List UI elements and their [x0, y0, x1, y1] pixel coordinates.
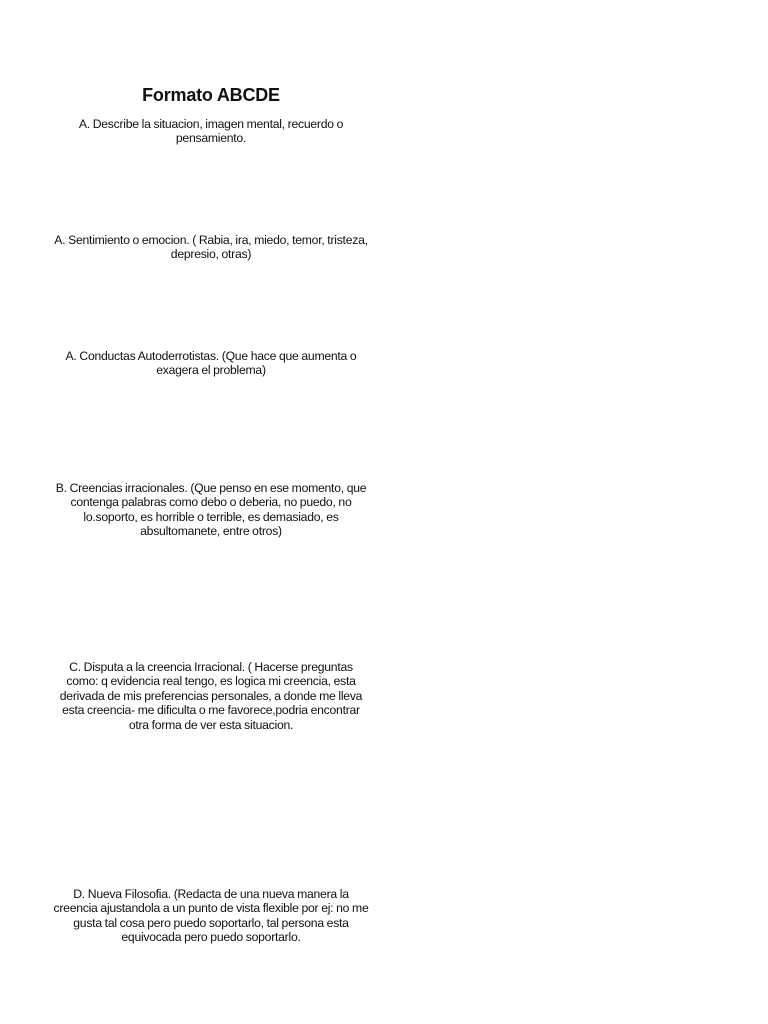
section-a-behaviors: A. Conductas Autoderrotistas. (Que hace que aumenta o exagera el problema) [65, 349, 357, 378]
section-a-emotion: A. Sentimiento o emocion. ( Rabia, ira, miedo, temor, tristeza, depresio, otras) [54, 233, 368, 262]
section-c-dispute: C. Disputa a la creencia Irracional. ( Hacerse preguntas como: q evidencia real tengo, es logica mi creencia, esta derivada de mis preferencias personales, a donde me lleva esta creencia- me dificulta o me favorece,podria encontrar otra forma de ver esta situacion. [59, 660, 363, 732]
section-d-new-philosophy: D. Nueva Filosofia. (Redacta de una nueva manera la creencia ajustandola a un punto de vista flexible por ej: no me gusta tal cosa pero puedo soportarlo, tal persona esta equivocada pero puedo soportarlo. [53, 887, 369, 944]
section-a-situation: A. Describe la situacion, imagen mental, recuerdo o pensamiento. [78, 117, 344, 146]
document-title: Formato ABCDE [142, 85, 280, 105]
section-b-irrational-beliefs: B. Creencias irracionales. (Que penso en ese momento, que contenga palabras como debo o deberia, no puedo, no lo.soporto, es horrible o terrible, es demasiado, es absultomanete, entre otros) [55, 481, 367, 539]
